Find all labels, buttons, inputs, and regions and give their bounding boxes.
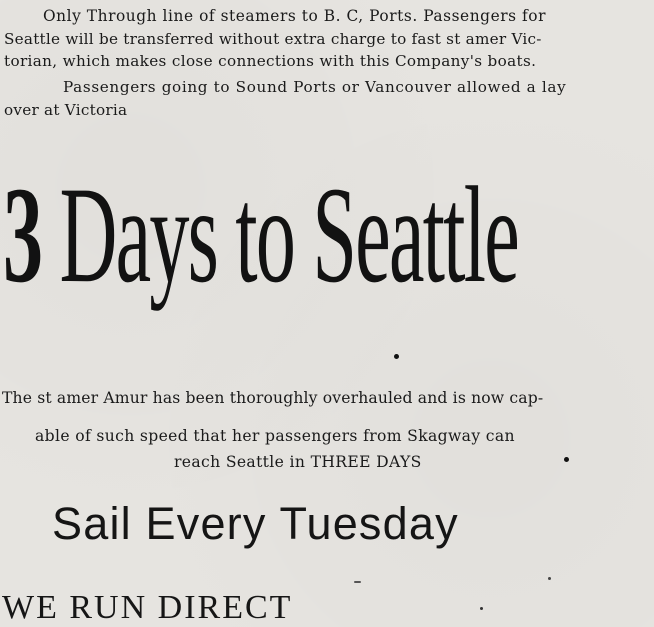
intro-line-4: Passengers going to Sound Ports or Vancouver allowed a lay (63, 78, 567, 96)
footer-we-run-direct: WE RUN DIRECT (2, 589, 293, 626)
ink-speck (354, 581, 361, 583)
intro-line-3: torian, which makes close connections with this Company's boats. (4, 52, 537, 70)
headline (3, 150, 518, 320)
body-line-3: reach Seattle in THREE DAYS (174, 453, 422, 471)
headline-number: 3 (3, 158, 42, 311)
body-line-1: The st amer Amur has been thoroughly overhauled and is now cap- (2, 389, 544, 407)
ink-speck (564, 457, 569, 462)
body-line-2: able of such speed that her passengers from Skagway can (35, 427, 515, 445)
intro-line-5: over at Victoria (4, 101, 128, 119)
intro-line-1: Only Through line of steamers to B. C, Ports. Passengers for (43, 7, 546, 25)
subhead-sail-every-tuesday: Sail Every Tuesday (52, 498, 459, 549)
ink-speck (548, 577, 551, 580)
ink-speck (480, 607, 483, 610)
intro-line-2: Seattle will be transferred without extra charge to fast st amer Vic- (4, 30, 542, 48)
ink-speck (394, 354, 399, 359)
headline-text: Days to Seattle (41, 158, 519, 311)
